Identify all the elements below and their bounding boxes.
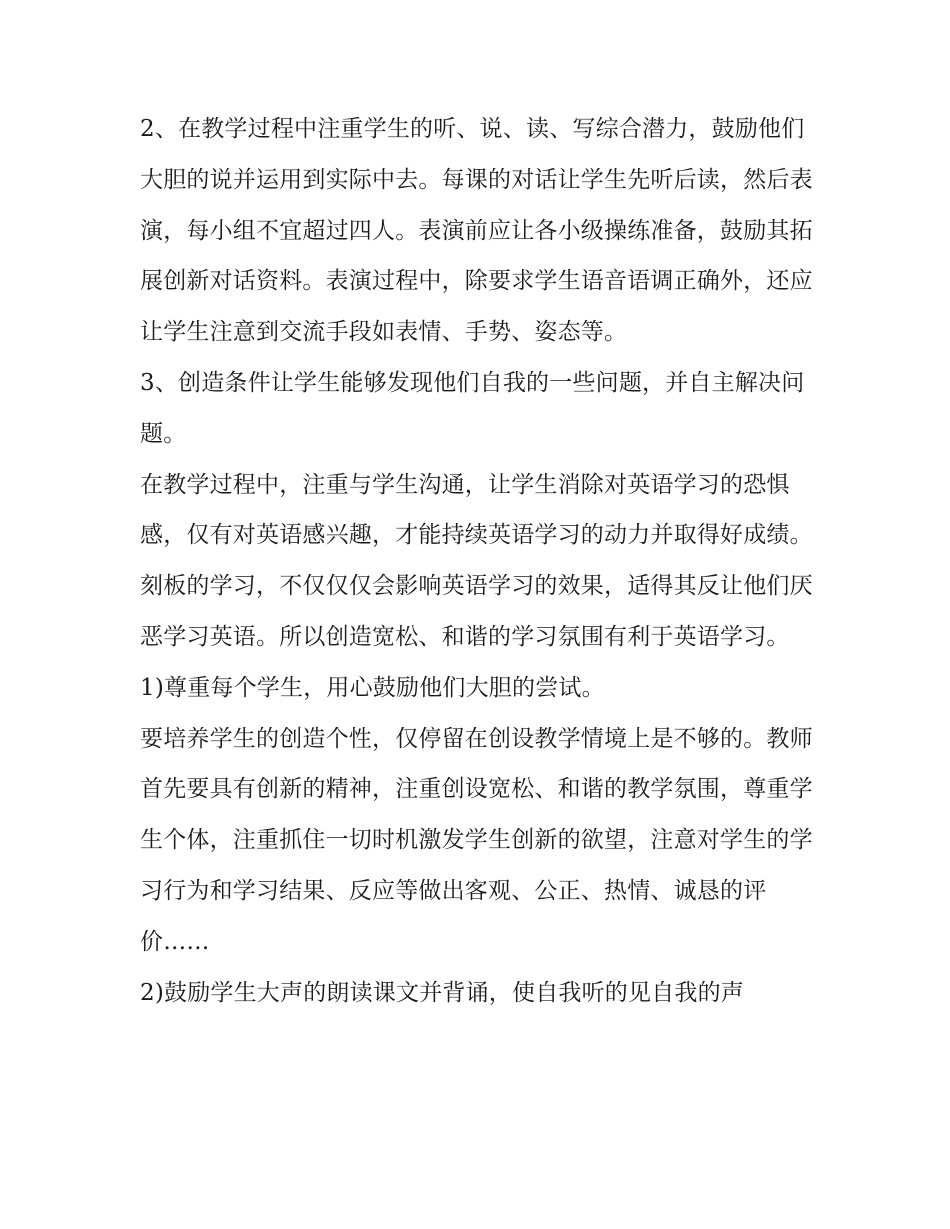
- paragraph-communication: 在教学过程中，注重与学生沟通，让学生消除对英语学习的恐惧感，仅有对英语感兴趣，才能持续英语学习的动力并取得好成绩。刻板的学习，不仅仅仅会影响英语学习的效果，适得其反让他们厌恶学习英语。所以创造宽松、和谐的学习氛围有利于英语学习。: [140, 471, 813, 650]
- document-body: [140, 104, 820, 1018]
- paragraph-creativity: 要培养学生的创造个性，仅停留在创设教学情境上是不够的。教师首先要具有创新的精神，注重创设宽松、和谐的教学氛围，尊重学生个体，注重抓住一切时机激发学生创新的欲望，注意对学生的学习行为和学习结果、反应等做出客观、公正、热情、诚恳的评价……: [140, 725, 813, 955]
- paragraph-point-2: 2、在教学过程中注重学生的听、说、读、写综合潜力，鼓励他们大胆的说并运用到实际中去。每课的对话让学生先听后读，然后表演，每小组不宜超过四人。表演前应让各小级操练准备，鼓励其拓展创新对话资料。表演过程中，除要求学生语音语调正确外，还应让学生注意到交流手段如表情、手势、姿态等。: [140, 116, 813, 346]
- paragraph-point-3: 3、创造条件让学生能够发现他们自我的一些问题，并自主解决问题。: [140, 369, 805, 447]
- paragraph-subpoint-1: 1)尊重每个学生，用心鼓励他们大胆的尝试。: [140, 674, 605, 701]
- paragraph-subpoint-2: 2)鼓励学生大声的朗读课文并背诵，使自我听的见自我的声: [140, 979, 745, 1006]
